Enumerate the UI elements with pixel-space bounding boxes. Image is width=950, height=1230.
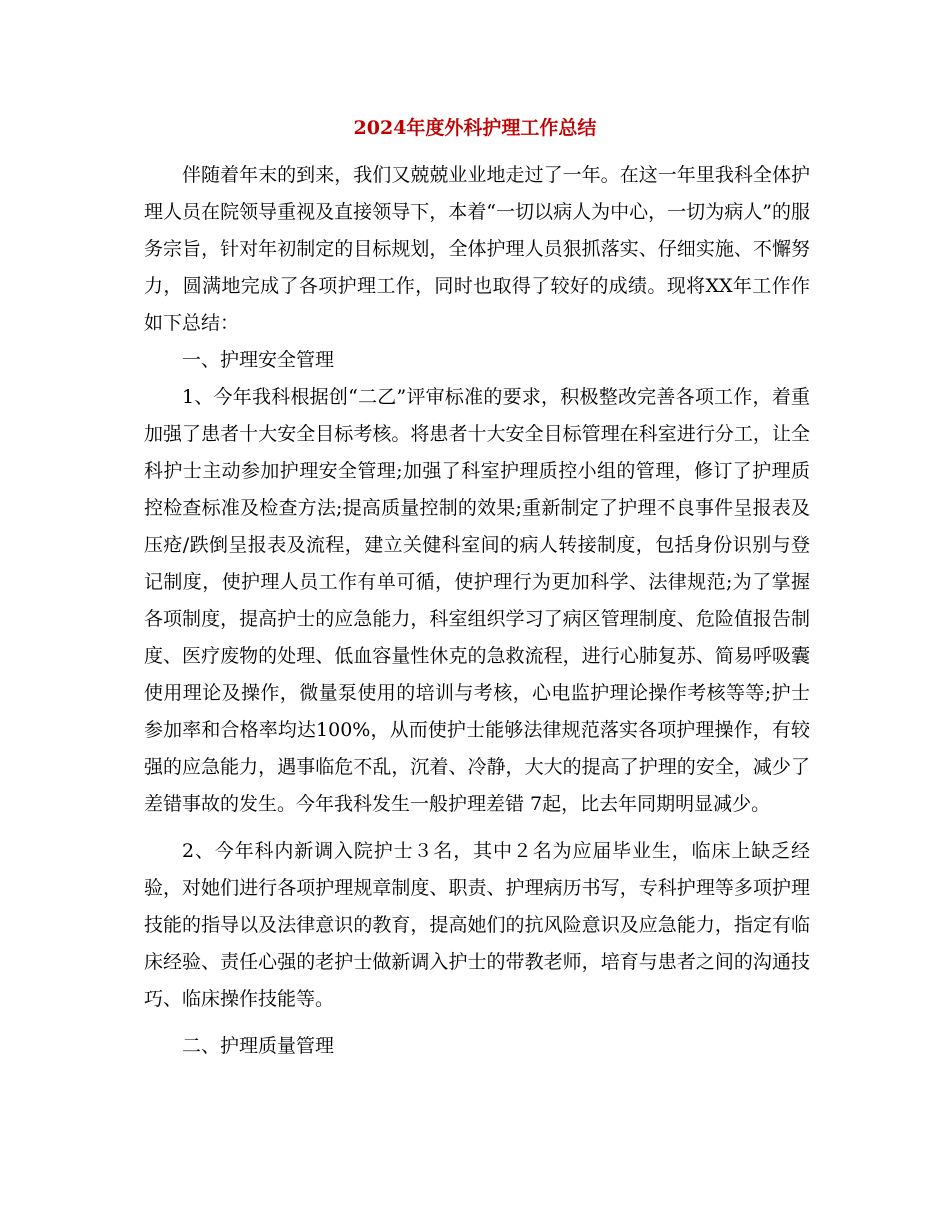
document-title: 2024年度外科护理工作总结: [353, 117, 597, 139]
intro-paragraph: 伴随着年末的到来，我们又兢兢业业地走过了一年。在这一年里我科全体护理人员在院领导重视及直接领导下，本着“一切以病人为中心，一切为病人”的服务宗旨，针对年初制定的目标规划，全体护理人员狠抓落实、仔细实施、不懈努力，圆满地完成了各项护理工作，同时也取得了较好的成绩。现将XX年工作作如下总结：: [144, 164, 810, 334]
document-body: [144, 157, 810, 1065]
section-heading-quality: 二、护理质量管理: [182, 1035, 335, 1057]
section-heading-safety: 一、护理安全管理: [182, 349, 335, 371]
paragraph-safety-1: 1、今年我科根据创“二乙”评审标准的要求，积极整改完善各项工作，着重加强了患者十大安全目标考核。将患者十大安全目标管理在科室进行分工，让全科护士主动参加护理安全管理;加强了科室护理质控小组的管理，修订了护理质控检查标准及检查方法;提高质量控制的效果;重新制定了护理不良事件呈报表及压疮/跌倒呈报表及流程，建立关健科室间的病人转接制度，包括身份识别与登记制度，使护理人员工作有单可循，使护理行为更加科学、法律规范;为了掌握各项制度，提高护士的应急能力，科室组织学习了病区管理制度、危险值报告制度、医疗废物的处理、低血容量性休克的急救流程，进行心肺复苏、简易呼吸囊使用理论及操作，微量泵使用的培训与考核，心电监护理论操作考核等等;护士参加率和合格率均达100%，从而使护士能够法律规范落实各项护理操作，有较强的应急能力，遇事临危不乱，沉着、冷静，大大的提高了护理的安全，减少了差错事故的发生。今年我科发生一般护理差错 7起，比去年同期明显减少。: [144, 386, 810, 815]
paragraph-safety-2: 2、今年科内新调入院护士３名，其中２名为应届毕业生，临床上缺乏经验，对她们进行各项护理规章制度、职责、护理病历书写，专科护理等多项护理技能的指导以及法律意识的教育，提高她们的抗风险意识及应急能力，指定有临床经验、责任心强的老护士做新调入护士的带教老师，培育与患者之间的沟通技巧、临床操作技能等。: [144, 840, 810, 1010]
